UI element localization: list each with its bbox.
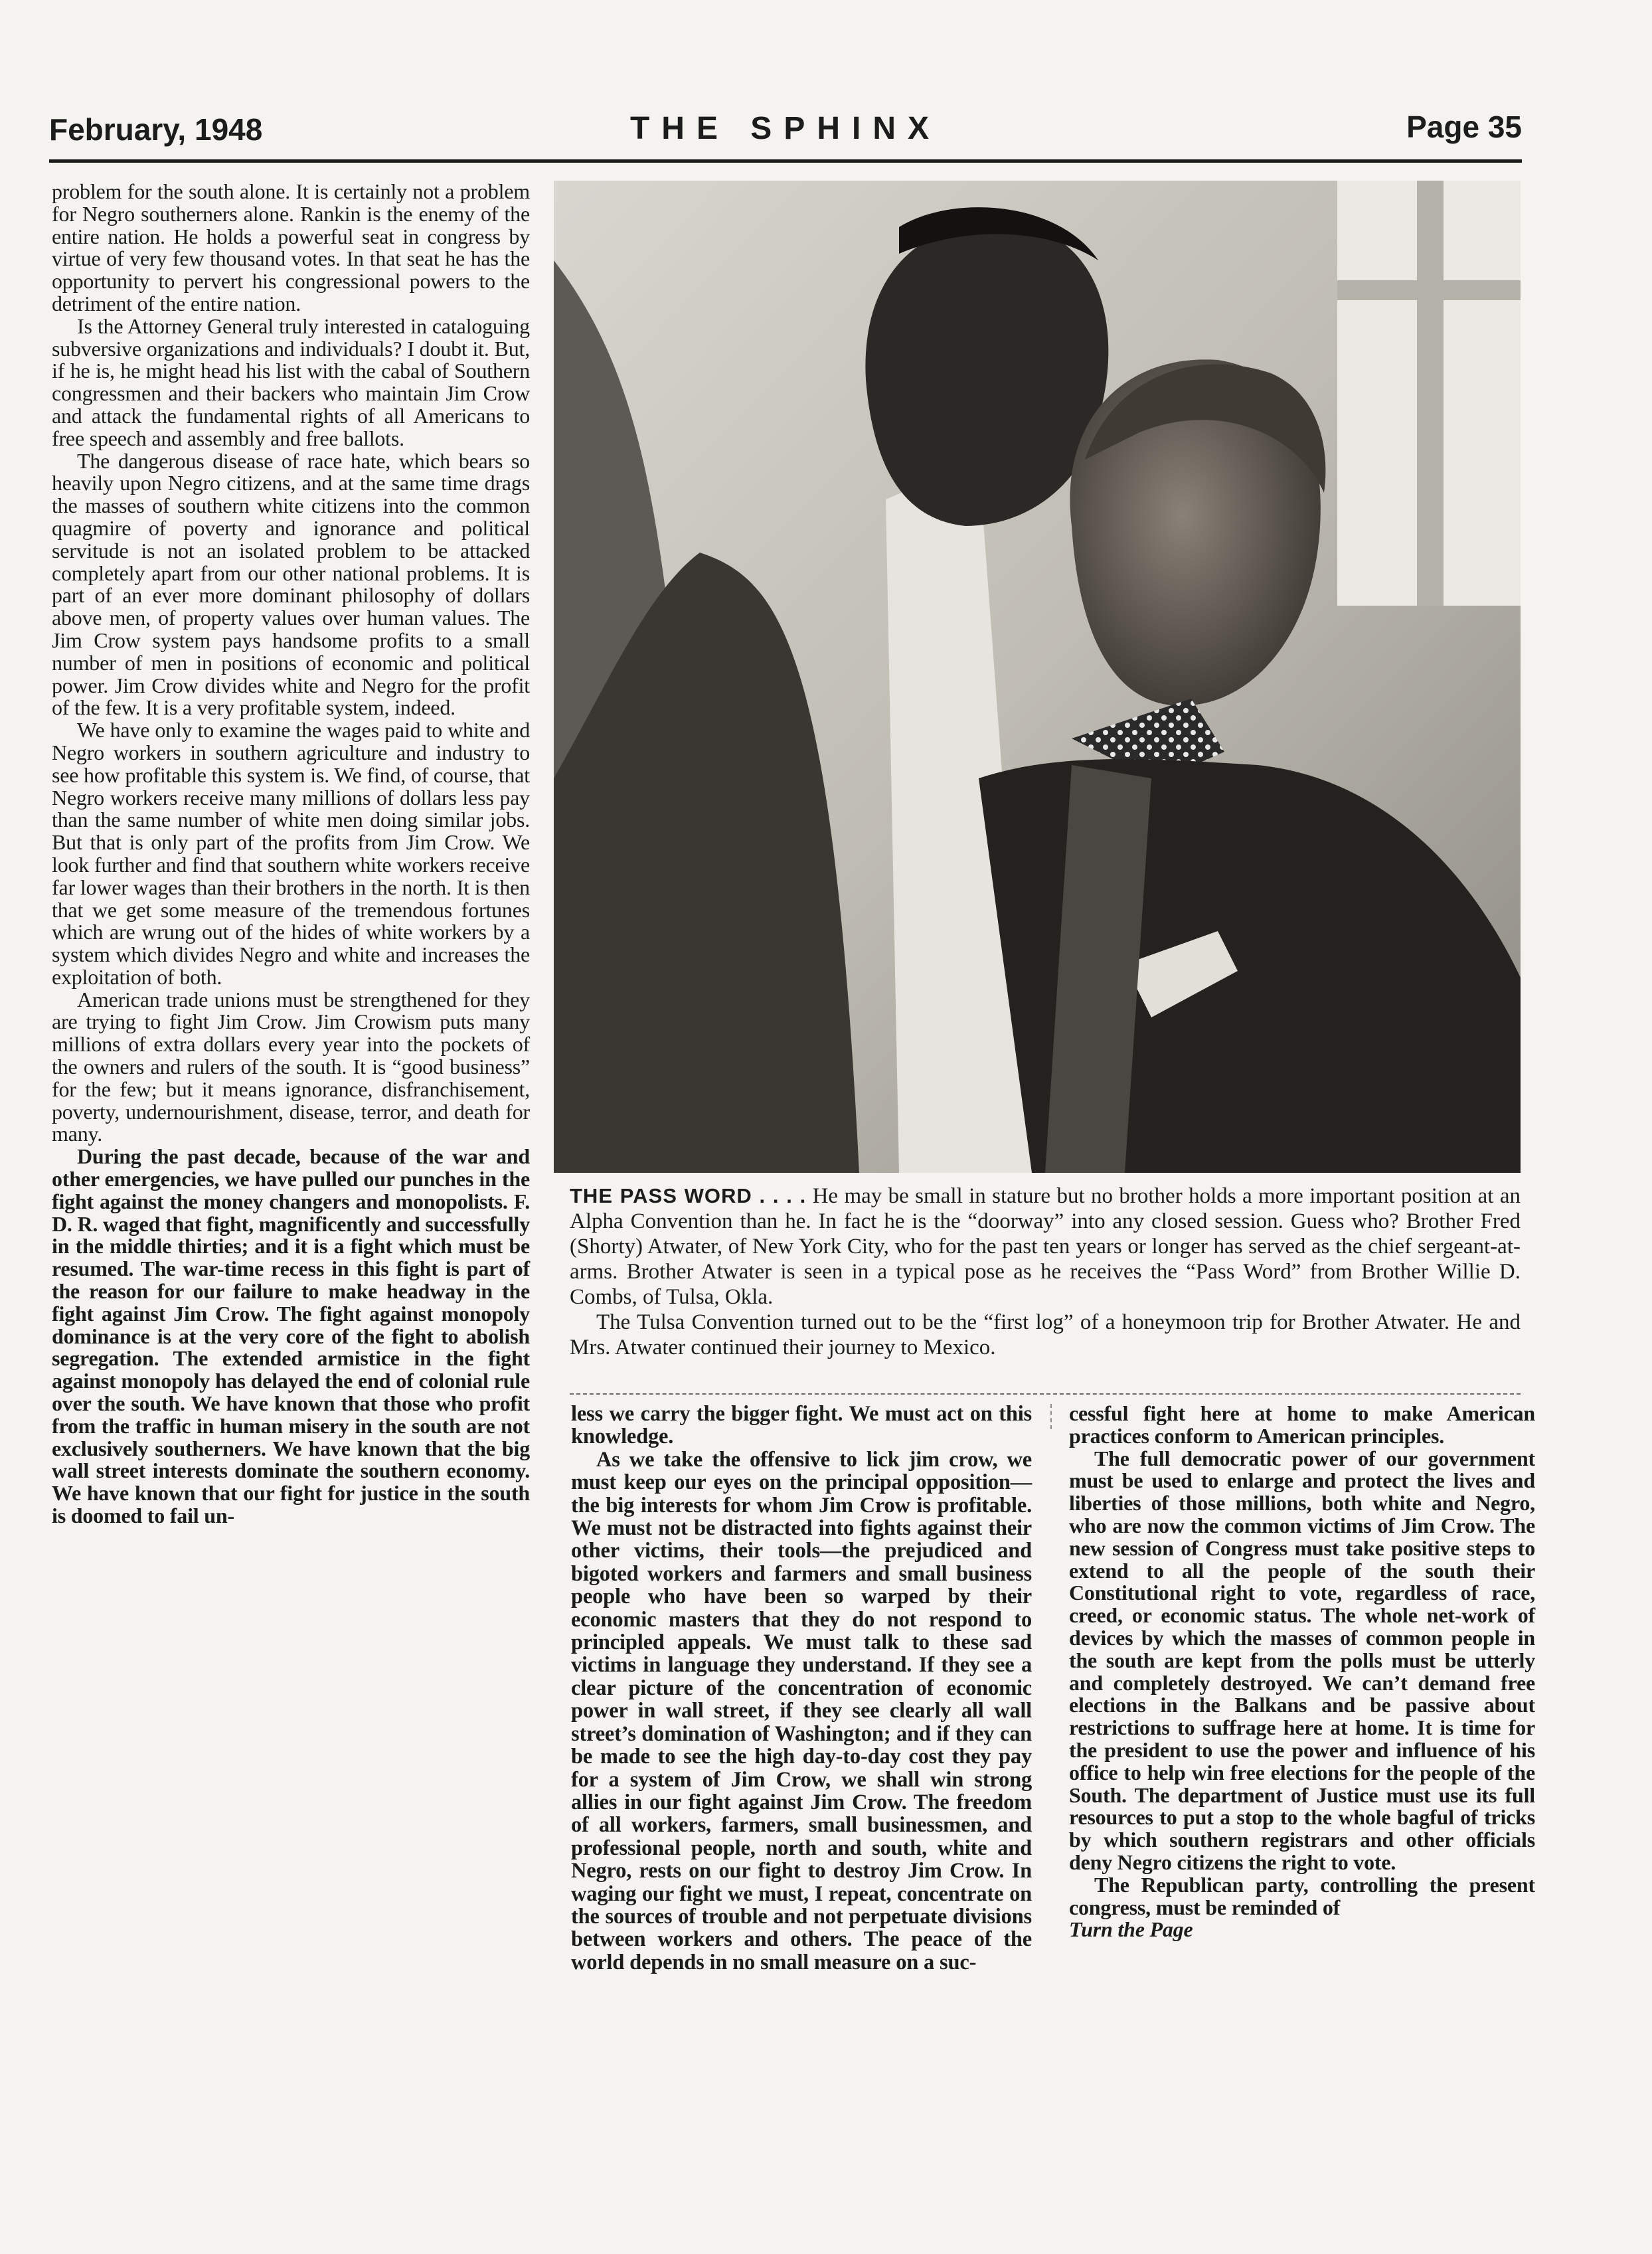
paragraph: As we take the offensive to lick jim crow, we must keep our eyes on the principal opposition—the big interests for whom Jim Crow is profitable. We must not be distracted into fights against their other victims, their tools—the prejudiced and bigoted workers and farmers and small business people who have been so warped by their economic masters that they do not respond to principled appeals. We must talk to these sad victims in language they understand. If they see a clear picture of the concentration of economic power in wall street, if they see clearly all wall street’s domination of Washington; and if they can be made to see the high day-to-day cost they pay for a system of Jim Crow, we shall win strong allies in our fight against Jim Crow. The freedom of all workers, farmers, small businessmen, and professional people, north and south, white and Negro, rests on our fight to destroy Jim Crow. In waging our fight we must, I repeat, concentrate on the sources of trouble and not perpetuate divisions between workers and others. The peace of the world depends in no small measure on a suc- bbox=[571, 1447, 1032, 1974]
paragraph: The dangerous disease of race hate, which bears so heavily upon Negro citizens, and at the same time drags the masses of southern white citizens into the common quagmire of poverty and ignorance and political servitude is not an isolated problem to be attacked completely apart from our other national problems. It is part of an ever more dominant philosophy of dollars above men, of property values over human values. The Jim Crow system pays handsome profits to a small number of men in positions of economic and political power. Jim Crow divides white and Negro for the profit of the few. It is a very profitable system, indeed. bbox=[52, 448, 530, 720]
photograph-two-men bbox=[554, 181, 1521, 1173]
turn-the-page-label: Turn the Page bbox=[1069, 1917, 1193, 1942]
paragraph: The full democratic power of our government must be used to enlarge and protect the lives and liberties of those millions, both white and Negro, who are now the common victims of Jim Crow. The new session of Congress must take positive steps to extend to all the people of the south their Constitutional right to vote, regardless of race, creed, or economic status. The whole net-work of devices by which the masses of common people in the south are kept from the polls must be utterly and completely destroyed. We can’t demand free elections in the Balkans and be passive about restrictions to suffrage here at home. It is time for the president to use the power and influence of his office to help win free elections for the people of the South. The department of Justice must use its full resources to put a stop to the whole bagful of tricks by which southern registrars and other officials deny Negro citizens the right to vote. bbox=[1069, 1446, 1535, 1874]
paragraph: American trade unions must be strengthened for they are trying to fight Jim Crow. Jim Crowism puts many millions of extra dollars every year into the pockets of the owners and rulers of the south. It is “good business” for the few; but it means ignorance, disfranchisement, poverty, undernourishment, disease, terror, and death for many. bbox=[52, 987, 530, 1146]
caption-text: He may be small in stature but no brother holds a more important position at an Alpha Convention than he. In fact he is the “doorway” into any closed session. Guess who? Brother Fred (Shorty) Atwater, of New York City, who for the past ten years or longer has served as the chief sergeant-at-arms. Brother Atwater is seen in a typical pose as he receives the “Pass Word” from Brother Willie D. Combs, of Tulsa, Okla. bbox=[570, 1184, 1521, 1309]
column-divider bbox=[1050, 1404, 1052, 1429]
paragraph: The Republican party, controlling the present congress, must be reminded of bbox=[1069, 1872, 1535, 1919]
article-column-left bbox=[52, 181, 530, 1527]
caption-lead: THE PASS WORD . . . . bbox=[570, 1184, 807, 1207]
paragraph: less we carry the bigger fight. We must act on this knowledge. bbox=[571, 1402, 1032, 1449]
paragraph: We have only to examine the wages paid to white and Negro workers in southern agriculture and industry to see how profitable this system is. We find, of course, that Negro workers receive many millions of dollars less pay than the same number of white men doing similar jobs. But that is only part of the profits from Jim Crow. We look further and find that southern white workers receive far lower wages than their brothers in the north. It is then that we get some measure of the tremendous fortunes which are wrung out of the hides of white workers by a system which divides Negro and white and increases the exploitation of both. bbox=[52, 718, 530, 989]
page-header bbox=[49, 106, 1522, 163]
article-column-middle bbox=[571, 1403, 1032, 1974]
article-column-right bbox=[1069, 1403, 1535, 1941]
paragraph: cessful fight here at home to make American practices conform to American principles. bbox=[1069, 1401, 1535, 1448]
page-number: Page 35 bbox=[1406, 110, 1522, 144]
publication-title: THE SPHINX bbox=[629, 111, 942, 146]
caption-paragraph bbox=[570, 1183, 1521, 1310]
photo-illustration bbox=[554, 181, 1521, 1173]
issue-date: February, 1948 bbox=[49, 112, 263, 147]
paragraph: During the past decade, because of the war and other emergencies, we have pulled our punches in the fight against the money changers and monopolists. F. D. R. waged that fight, magnificently and successfully in the middle thirties; and it is a fight which must be resumed. The war-time recess in this fight is part of the reason for our failure to make headway in the fight against Jim Crow. The fight against monopoly dominance is at the very core of the fight to abolish segregation. The extended armistice in the fight against monopoly has delayed the end of colonial rule over the south. We have known that those who profit from the traffic in human misery in the south are not exclusively southerners. We have known that the big wall street interests dominate the southern economy. We have known that our fight for justice in the south is doomed to fail un- bbox=[52, 1144, 530, 1528]
caption-divider bbox=[570, 1393, 1521, 1395]
caption-paragraph-second: The Tulsa Convention turned out to be the “first log” of a honeymoon trip for Brother Atwater. He and Mrs. Atwater continued their journey to Mexico. bbox=[570, 1310, 1521, 1359]
paragraph: Is the Attorney General truly interested in cataloguing subversive organizations and individuals? I doubt it. But, if he is, he might head his list with the cabal of Southern congressmen and their backers who maintain Jim Crow and attack the fundamental rights of all Americans to free speech and assembly and free ballots. bbox=[52, 313, 530, 450]
photo-caption bbox=[570, 1183, 1521, 1360]
paragraph: problem for the south alone. It is certainly not a problem for Negro southerners alone. Rankin is the enemy of the entire nation. He holds a powerful seat in congress by virtue of very few thousand votes. In that seat he has the opportunity to pervert his congressional powers to the detriment of the entire nation. bbox=[52, 179, 530, 315]
